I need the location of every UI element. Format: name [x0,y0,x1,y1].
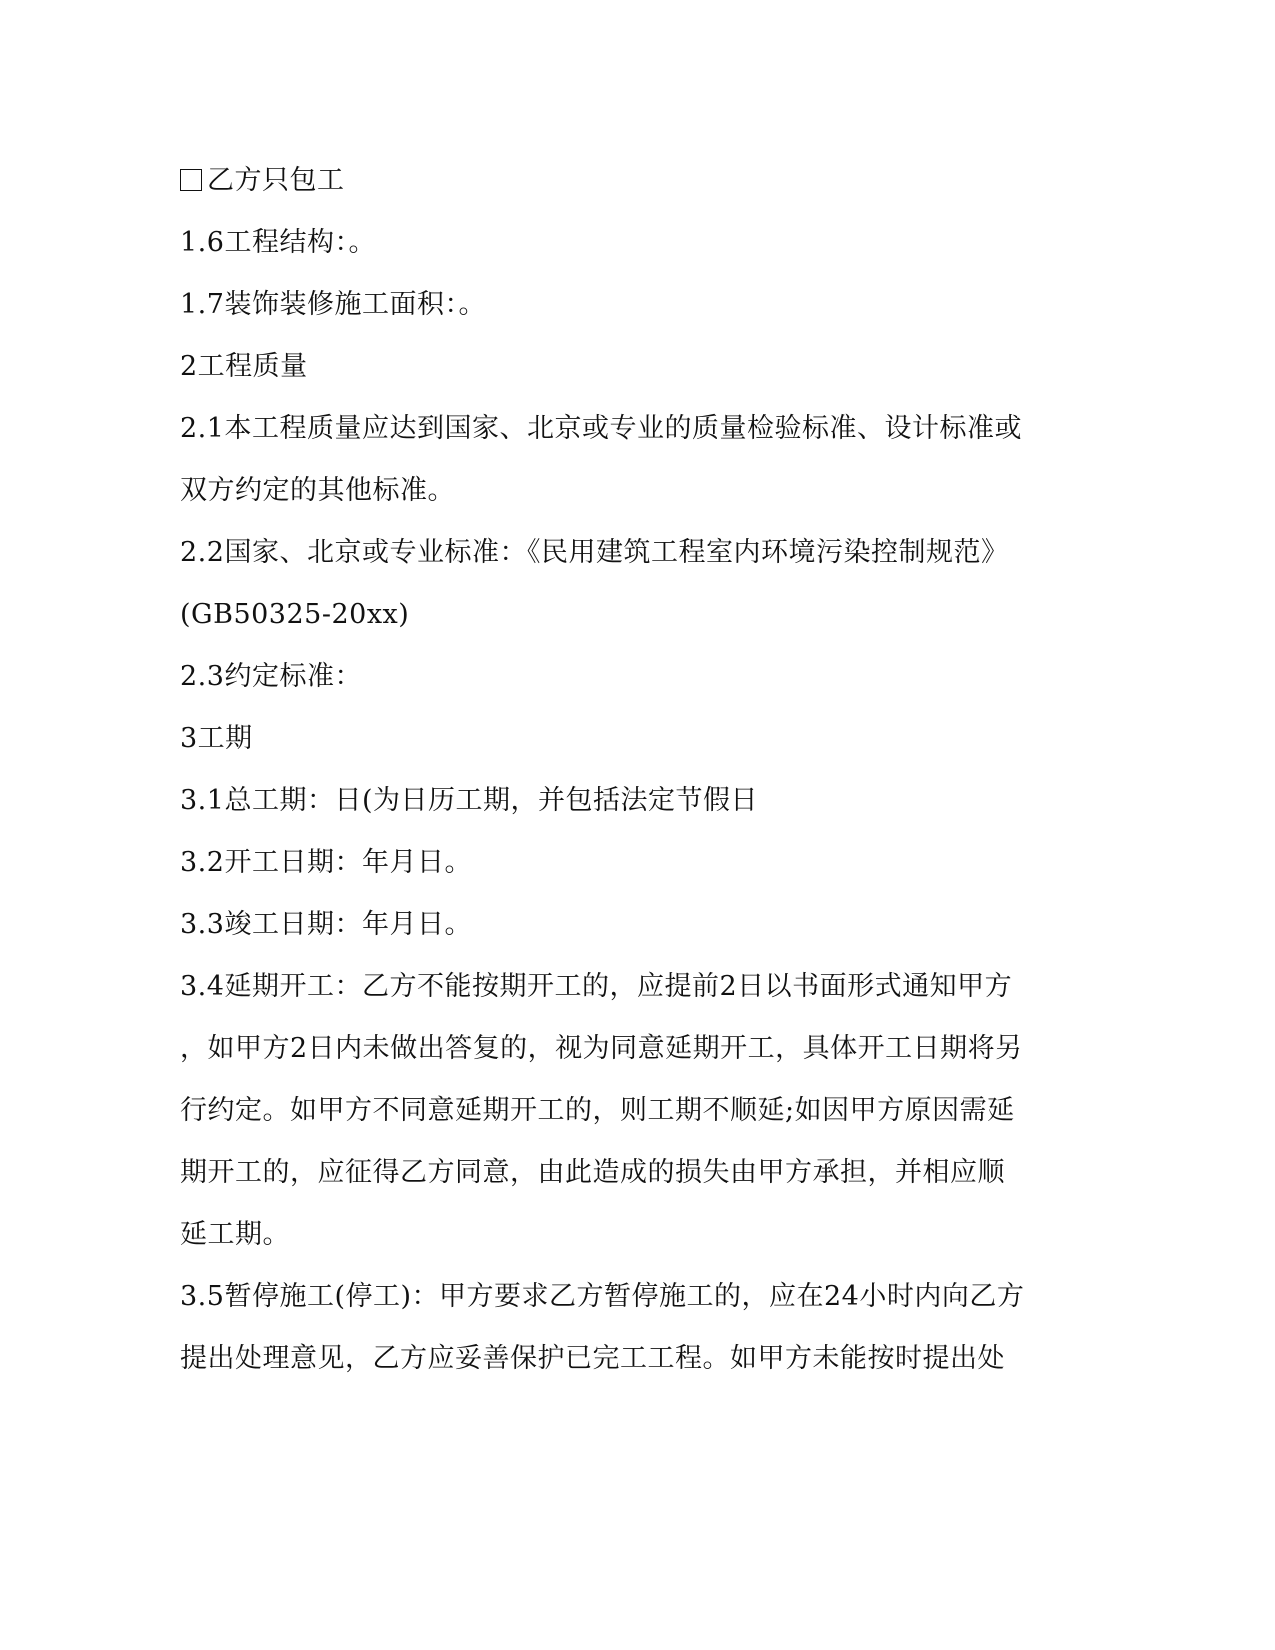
section-heading-2: 2工程质量 [180,351,308,382]
clause-2-1-line-2: 双方约定的其他标准。 [180,475,455,506]
clause-3-5-line-1: 3.5暂停施工(停工)：甲方要求乙方暂停施工的，应在24小时内向乙方 [180,1281,1025,1312]
clause-3-5-line-2: 提出处理意见，乙方应妥善保护已完工工程。如甲方未能按时提出处 [180,1343,1005,1374]
clause-1-6: 1.6工程结构：。 [180,227,376,258]
document-body [180,156,1040,1396]
clause-3-3: 3.3竣工日期：年月日。 [180,909,472,940]
clause-3-1: 3.1总工期：日(为日历工期，并包括法定节假日 [180,785,758,816]
clause-3-4-line-5: 延工期。 [180,1219,290,1250]
clause-2-1-line-1: 2.1本工程质量应达到国家、北京或专业的质量检验标准、设计标准或 [180,413,1022,444]
checkbox-label: 乙方只包工 [207,165,345,196]
checkbox-icon[interactable] [180,169,202,191]
clause-2-2-line-1: 2.2国家、北京或专业标准：《民用建筑工程室内环境污染控制规范》 [180,537,1009,568]
checkbox-item [180,156,1040,218]
clause-3-4-line-1: 3.4延期开工：乙方不能按期开工的，应提前2日以书面形式通知甲方 [180,971,1013,1002]
clause-3-4-line-4: 期开工的，应征得乙方同意，由此造成的损失由甲方承担，并相应顺 [180,1157,1005,1188]
clause-1-7: 1.7装饰装修施工面积：。 [180,289,486,320]
section-heading-3: 3工期 [180,723,253,754]
clause-2-3: 2.3约定标准： [180,661,362,692]
clause-3-4-line-2: ，如甲方2日内未做出答复的，视为同意延期开工，具体开工日期将另 [180,1033,1023,1064]
clause-2-2-line-2: (GB50325-20xx) [180,599,410,630]
clause-3-4-line-3: 行约定。如甲方不同意延期开工的，则工期不顺延;如因甲方原因需延 [180,1095,1015,1126]
clause-3-2: 3.2开工日期：年月日。 [180,847,472,878]
